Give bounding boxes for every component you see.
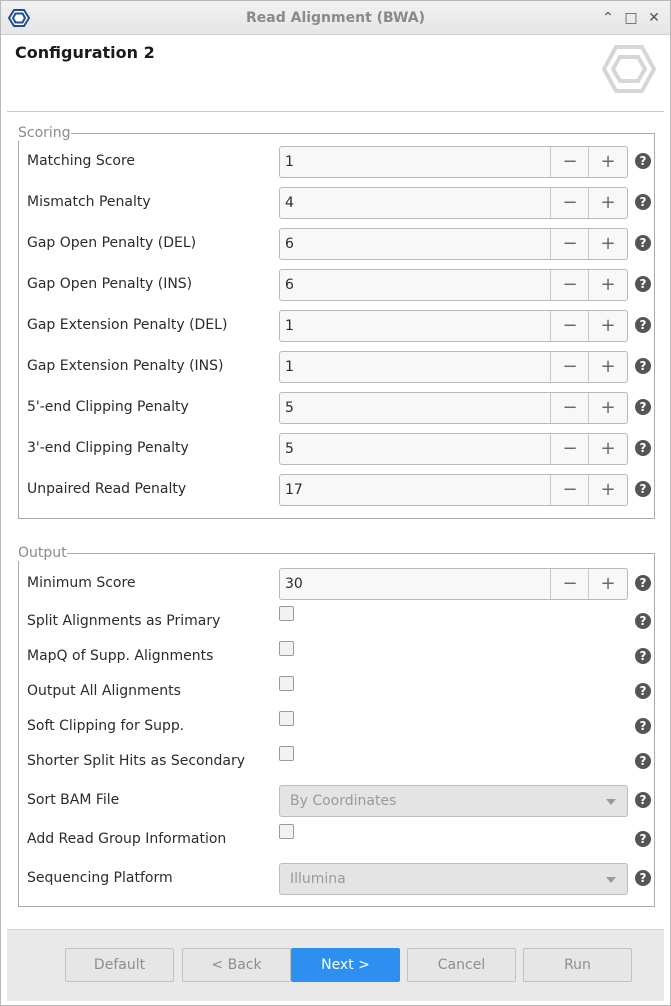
- mapq-supp-checkbox[interactable]: [279, 641, 294, 656]
- gap-open-del-input[interactable]: [279, 228, 628, 260]
- page-title: Configuration 2: [15, 43, 155, 62]
- sequencing-platform-value: Illumina: [290, 871, 346, 887]
- window-title: Read Alignment (BWA): [245, 10, 425, 26]
- run-button[interactable]: Run: [523, 948, 632, 982]
- chevron-down-icon: [606, 877, 616, 883]
- gap-open-ins-value[interactable]: 6: [285, 277, 294, 293]
- back-button[interactable]: < Back: [182, 948, 291, 982]
- next-button[interactable]: Next >: [291, 948, 400, 982]
- matching-score-increment-button[interactable]: +: [588, 147, 627, 177]
- unpaired-read-penalty-value[interactable]: 17: [285, 482, 303, 498]
- button-bar: [7, 929, 664, 1001]
- mismatch-penalty-decrement-button[interactable]: −: [550, 188, 589, 218]
- help-icon[interactable]: ?: [635, 153, 651, 169]
- minimum-score-row: [19, 568, 654, 600]
- help-icon[interactable]: ?: [635, 194, 651, 210]
- gap-extension-ins-decrement-button[interactable]: −: [550, 352, 589, 382]
- maximize-button[interactable]: □: [624, 10, 638, 26]
- three-prime-clipping-row: [19, 433, 654, 465]
- minimum-score-decrement-button[interactable]: −: [550, 569, 589, 599]
- gap-extension-ins-label: Gap Extension Penalty (INS): [27, 358, 224, 374]
- hexagon-logo-icon: [602, 43, 656, 95]
- minimum-score-label: Minimum Score: [27, 575, 136, 591]
- gap-open-del-row: [19, 228, 654, 260]
- gap-open-ins-decrement-button[interactable]: −: [550, 270, 589, 300]
- five-prime-clipping-row: [19, 392, 654, 424]
- help-icon[interactable]: ?: [635, 753, 651, 769]
- help-icon[interactable]: ?: [635, 358, 651, 374]
- page-header: [7, 35, 664, 112]
- soft-clipping-row: [19, 711, 654, 743]
- gap-extension-ins-row: [19, 351, 654, 383]
- output-all-checkbox[interactable]: [279, 676, 294, 691]
- help-icon[interactable]: ?: [635, 481, 651, 497]
- three-prime-clipping-increment-button[interactable]: +: [588, 434, 627, 464]
- three-prime-clipping-value[interactable]: 5: [285, 441, 294, 457]
- gap-open-ins-label: Gap Open Penalty (INS): [27, 276, 193, 292]
- gap-open-ins-input[interactable]: [279, 269, 628, 301]
- three-prime-clipping-input[interactable]: [279, 433, 628, 465]
- help-icon[interactable]: ?: [635, 683, 651, 699]
- gap-extension-ins-increment-button[interactable]: +: [588, 352, 627, 382]
- help-icon[interactable]: ?: [635, 792, 651, 808]
- soft-clipping-checkbox[interactable]: [279, 711, 294, 726]
- sort-bam-row: [19, 785, 654, 817]
- gap-extension-ins-input[interactable]: [279, 351, 628, 383]
- split-primary-row: [19, 606, 654, 638]
- help-icon[interactable]: ?: [635, 399, 651, 415]
- help-icon[interactable]: ?: [635, 613, 651, 629]
- gap-extension-del-input[interactable]: [279, 310, 628, 342]
- sort-bam-label: Sort BAM File: [27, 792, 120, 808]
- five-prime-clipping-input[interactable]: [279, 392, 628, 424]
- sort-bam-select[interactable]: [279, 785, 628, 817]
- minimum-score-increment-button[interactable]: +: [588, 569, 627, 599]
- help-icon[interactable]: ?: [635, 276, 651, 292]
- matching-score-value[interactable]: 1: [285, 154, 294, 170]
- gap-open-del-value[interactable]: 6: [285, 236, 294, 252]
- sequencing-platform-label: Sequencing Platform: [27, 870, 173, 886]
- default-button[interactable]: Default: [65, 948, 174, 982]
- scoring-group: [18, 125, 655, 519]
- output-group: [18, 545, 655, 907]
- mismatch-penalty-value[interactable]: 4: [285, 195, 294, 211]
- mapq-supp-label: MapQ of Supp. Alignments: [27, 648, 214, 664]
- shorter-split-checkbox[interactable]: [279, 746, 294, 761]
- help-icon[interactable]: ?: [635, 870, 651, 886]
- help-icon[interactable]: ?: [635, 317, 651, 333]
- read-group-row: [19, 824, 654, 856]
- shorter-split-row: [19, 746, 654, 778]
- gap-extension-del-decrement-button[interactable]: −: [550, 311, 589, 341]
- mismatch-penalty-input[interactable]: [279, 187, 628, 219]
- minimum-score-value[interactable]: 30: [285, 576, 303, 592]
- minimum-score-input[interactable]: [279, 568, 628, 600]
- mismatch-penalty-increment-button[interactable]: +: [588, 188, 627, 218]
- gap-extension-del-value[interactable]: 1: [285, 318, 294, 334]
- five-prime-clipping-value[interactable]: 5: [285, 400, 294, 416]
- five-prime-clipping-label: 5'-end Clipping Penalty: [27, 399, 189, 415]
- three-prime-clipping-decrement-button[interactable]: −: [550, 434, 589, 464]
- sort-bam-value: By Coordinates: [290, 793, 397, 809]
- three-prime-clipping-label: 3'-end Clipping Penalty: [27, 440, 189, 456]
- output-all-label: Output All Alignments: [27, 683, 181, 699]
- gap-extension-del-label: Gap Extension Penalty (DEL): [27, 317, 228, 333]
- help-icon[interactable]: ?: [635, 440, 651, 456]
- help-icon[interactable]: ?: [635, 718, 651, 734]
- matching-score-input[interactable]: [279, 146, 628, 178]
- matching-score-row: [19, 146, 654, 178]
- soft-clipping-label: Soft Clipping for Supp.: [27, 718, 185, 734]
- read-group-checkbox[interactable]: [279, 824, 294, 839]
- mismatch-penalty-row: [19, 187, 654, 219]
- unpaired-read-penalty-input[interactable]: [279, 474, 628, 506]
- help-icon[interactable]: ?: [635, 831, 651, 847]
- unpaired-read-penalty-row: [19, 474, 654, 506]
- sequencing-platform-row: [19, 863, 654, 895]
- split-primary-checkbox[interactable]: [279, 606, 294, 621]
- help-icon[interactable]: ?: [635, 575, 651, 591]
- gap-open-ins-row: [19, 269, 654, 301]
- minimize-button[interactable]: ⌃: [602, 10, 614, 26]
- scoring-legend: Scoring: [18, 125, 71, 141]
- sequencing-platform-select[interactable]: [279, 863, 628, 895]
- gap-extension-ins-value[interactable]: 1: [285, 359, 294, 375]
- unpaired-read-penalty-decrement-button[interactable]: −: [550, 475, 589, 505]
- gap-open-del-decrement-button[interactable]: −: [550, 229, 589, 259]
- five-prime-clipping-decrement-button[interactable]: −: [550, 393, 589, 423]
- help-icon[interactable]: ?: [635, 648, 651, 664]
- five-prime-clipping-increment-button[interactable]: +: [588, 393, 627, 423]
- gap-open-ins-increment-button[interactable]: +: [588, 270, 627, 300]
- cancel-button[interactable]: Cancel: [407, 948, 516, 982]
- shorter-split-label: Shorter Split Hits as Secondary: [27, 753, 245, 769]
- close-button[interactable]: ✕: [648, 10, 660, 26]
- unpaired-read-penalty-increment-button[interactable]: +: [588, 475, 627, 505]
- help-icon[interactable]: ?: [635, 235, 651, 251]
- split-primary-label: Split Alignments as Primary: [27, 613, 221, 629]
- gap-open-del-increment-button[interactable]: +: [588, 229, 627, 259]
- content-area: [7, 113, 664, 929]
- matching-score-label: Matching Score: [27, 153, 136, 169]
- unpaired-read-penalty-label: Unpaired Read Penalty: [27, 481, 187, 497]
- output-all-row: [19, 676, 654, 708]
- chevron-down-icon: [606, 799, 616, 805]
- output-legend: Output: [18, 545, 67, 561]
- mapq-supp-row: [19, 641, 654, 673]
- gap-extension-del-increment-button[interactable]: +: [588, 311, 627, 341]
- title-bar[interactable]: [1, 1, 670, 35]
- gap-open-del-label: Gap Open Penalty (DEL): [27, 235, 197, 251]
- gap-extension-del-row: [19, 310, 654, 342]
- matching-score-decrement-button[interactable]: −: [550, 147, 589, 177]
- read-group-label: Add Read Group Information: [27, 831, 227, 847]
- mismatch-penalty-label: Mismatch Penalty: [27, 194, 151, 210]
